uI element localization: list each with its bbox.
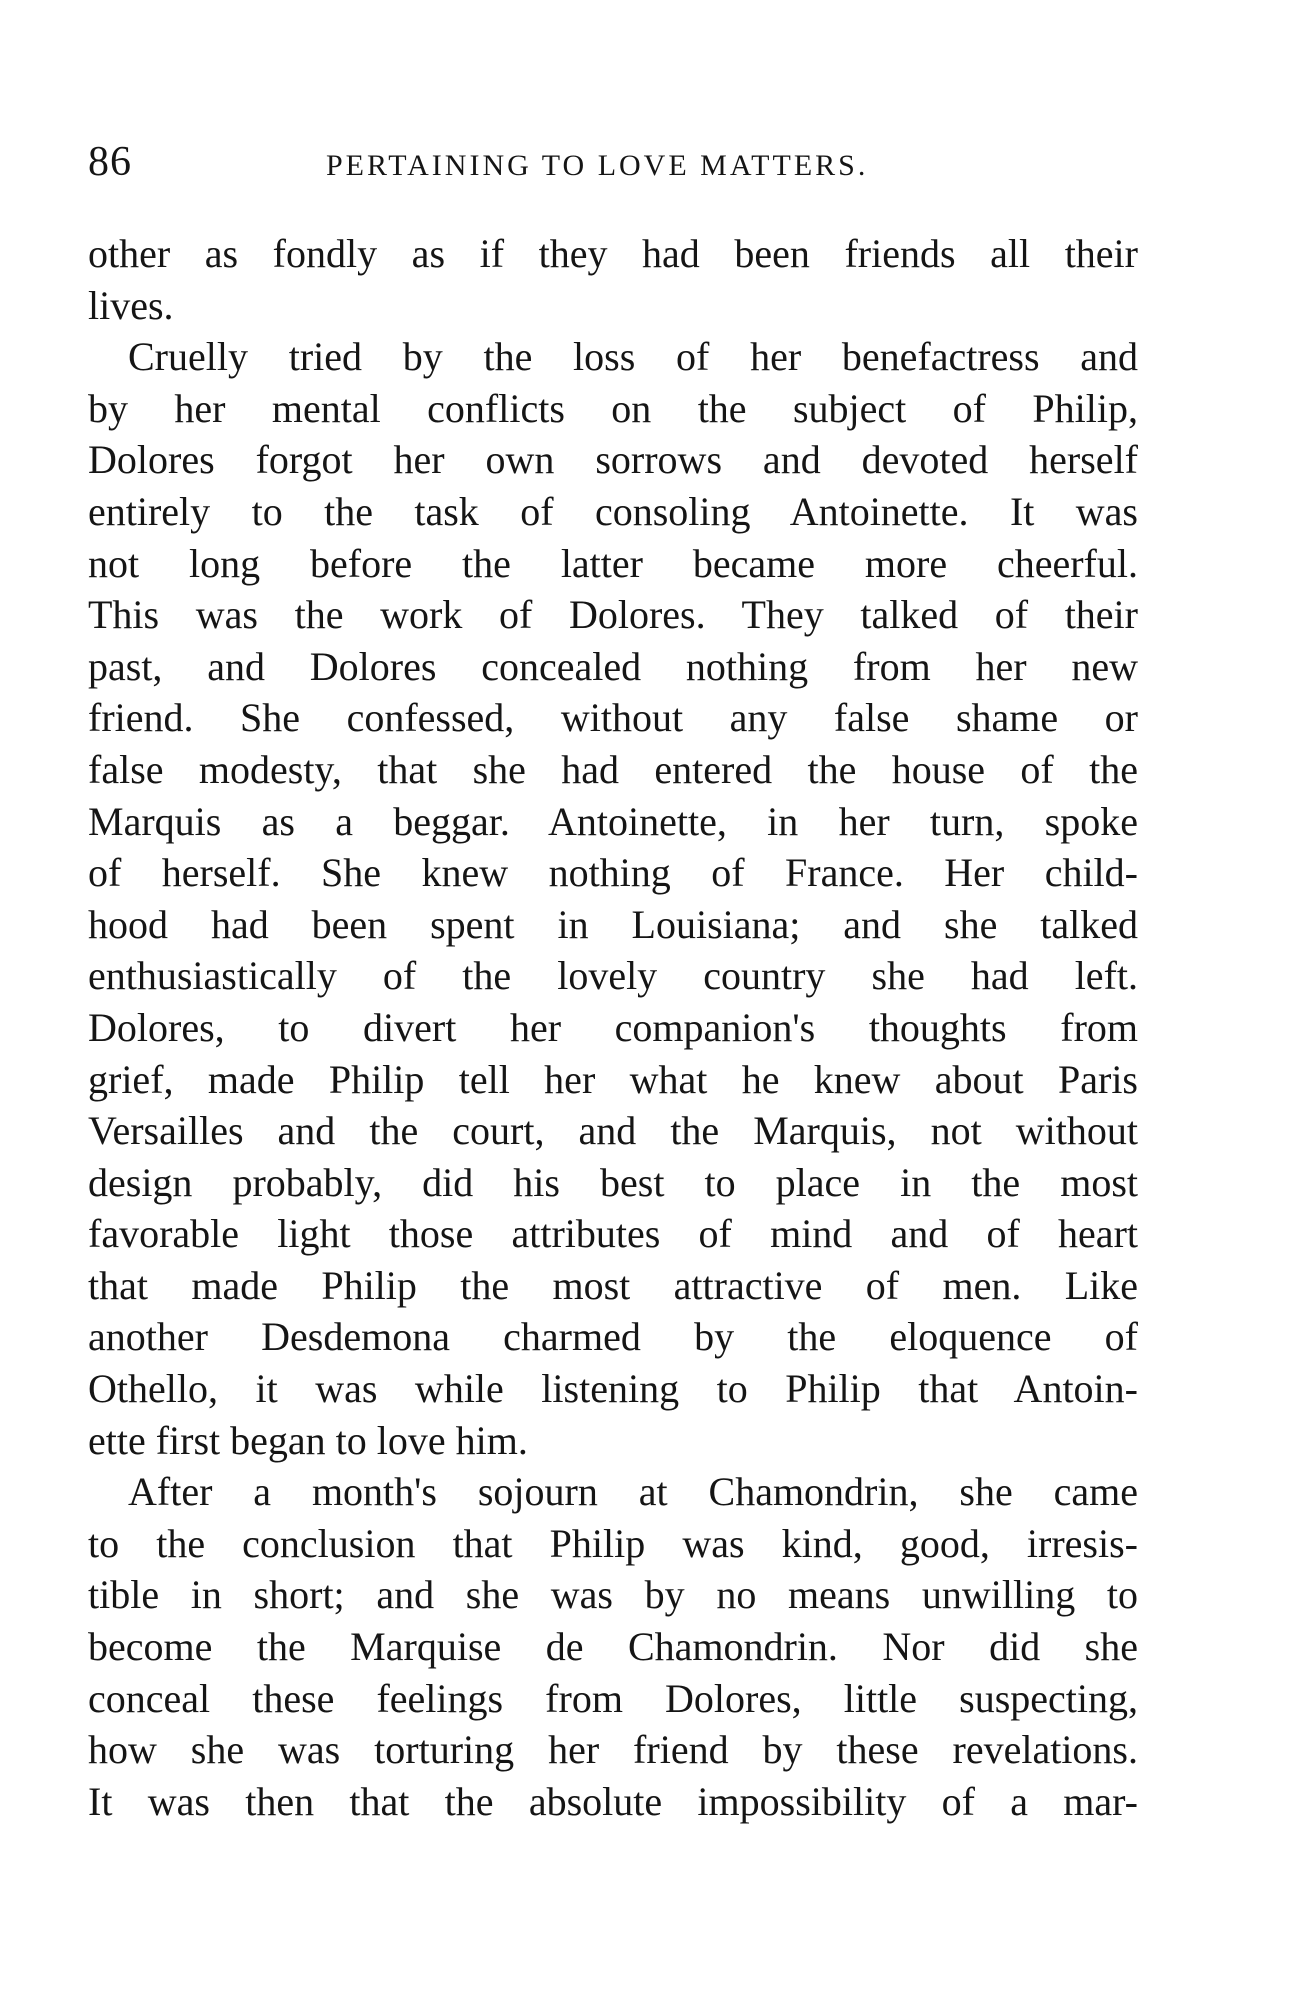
text-line: It was then that the absolute impossibility of a mar-	[88, 1778, 1138, 1824]
text-line: lives.	[88, 282, 174, 328]
text-line: that made Philip the most attractive of men. Like	[88, 1262, 1138, 1308]
text-line: tible in short; and she was by no means unwilling to	[88, 1572, 1138, 1618]
text-line: Dolores forgot her own sorrows and devoted herself	[88, 437, 1138, 483]
text-line: by her mental conflicts on the subject of Philip,	[88, 385, 1138, 431]
text-line: Dolores, to divert her companion's thoughts from	[88, 1004, 1138, 1050]
text-line: Othello, it was while listening to Philip that Antoin-	[88, 1366, 1138, 1412]
text-line: Cruelly tried by the loss of her benefactress and	[128, 334, 1138, 380]
running-head: PERTAINING TO LOVE MATTERS.	[326, 149, 869, 182]
text-line: Marquis as a beggar. Antoinette, in her turn, spoke	[88, 798, 1138, 844]
text-line: This was the work of Dolores. They talked of their	[88, 592, 1138, 638]
text-line: design probably, did his best to place in the most	[88, 1159, 1138, 1205]
text-line: ette first began to love him.	[88, 1417, 528, 1463]
text-line: entirely to the task of consoling Antoinette. It was	[88, 488, 1138, 534]
text-line: friend. She confessed, without any false shame or	[88, 695, 1138, 741]
text-line: After a month's sojourn at Chamondrin, she came	[128, 1469, 1138, 1515]
text-line: conceal these feelings from Dolores, little suspecting,	[88, 1675, 1138, 1721]
text-line: past, and Dolores concealed nothing from her new	[88, 643, 1138, 689]
text-line: enthusiastically of the lovely country she had left.	[88, 953, 1138, 999]
text-line: to the conclusion that Philip was kind, good, irresis-	[88, 1520, 1138, 1566]
page-header	[88, 132, 1138, 192]
text-line: become the Marquise de Chamondrin. Nor did she	[88, 1624, 1138, 1670]
text-line: favorable light those attributes of mind and of heart	[88, 1211, 1138, 1257]
text-line: of herself. She knew nothing of France. Her child-	[88, 850, 1138, 896]
text-line: grief, made Philip tell her what he knew about Paris	[88, 1056, 1138, 1102]
text-line: not long before the latter became more cheerful.	[88, 540, 1138, 586]
text-line: another Desdemona charmed by the eloquence of	[88, 1314, 1138, 1360]
text-line: how she was torturing her friend by these revelations.	[88, 1727, 1138, 1773]
text-line: other as fondly as if they had been friends all their	[88, 231, 1138, 276]
body-text	[88, 228, 1138, 1827]
page-number: 86	[88, 139, 132, 185]
text-line: hood had been spent in Louisiana; and she talked	[88, 901, 1138, 947]
text-line: false modesty, that she had entered the house of the	[88, 746, 1138, 792]
text-line: Versailles and the court, and the Marquis, not without	[88, 1108, 1138, 1154]
